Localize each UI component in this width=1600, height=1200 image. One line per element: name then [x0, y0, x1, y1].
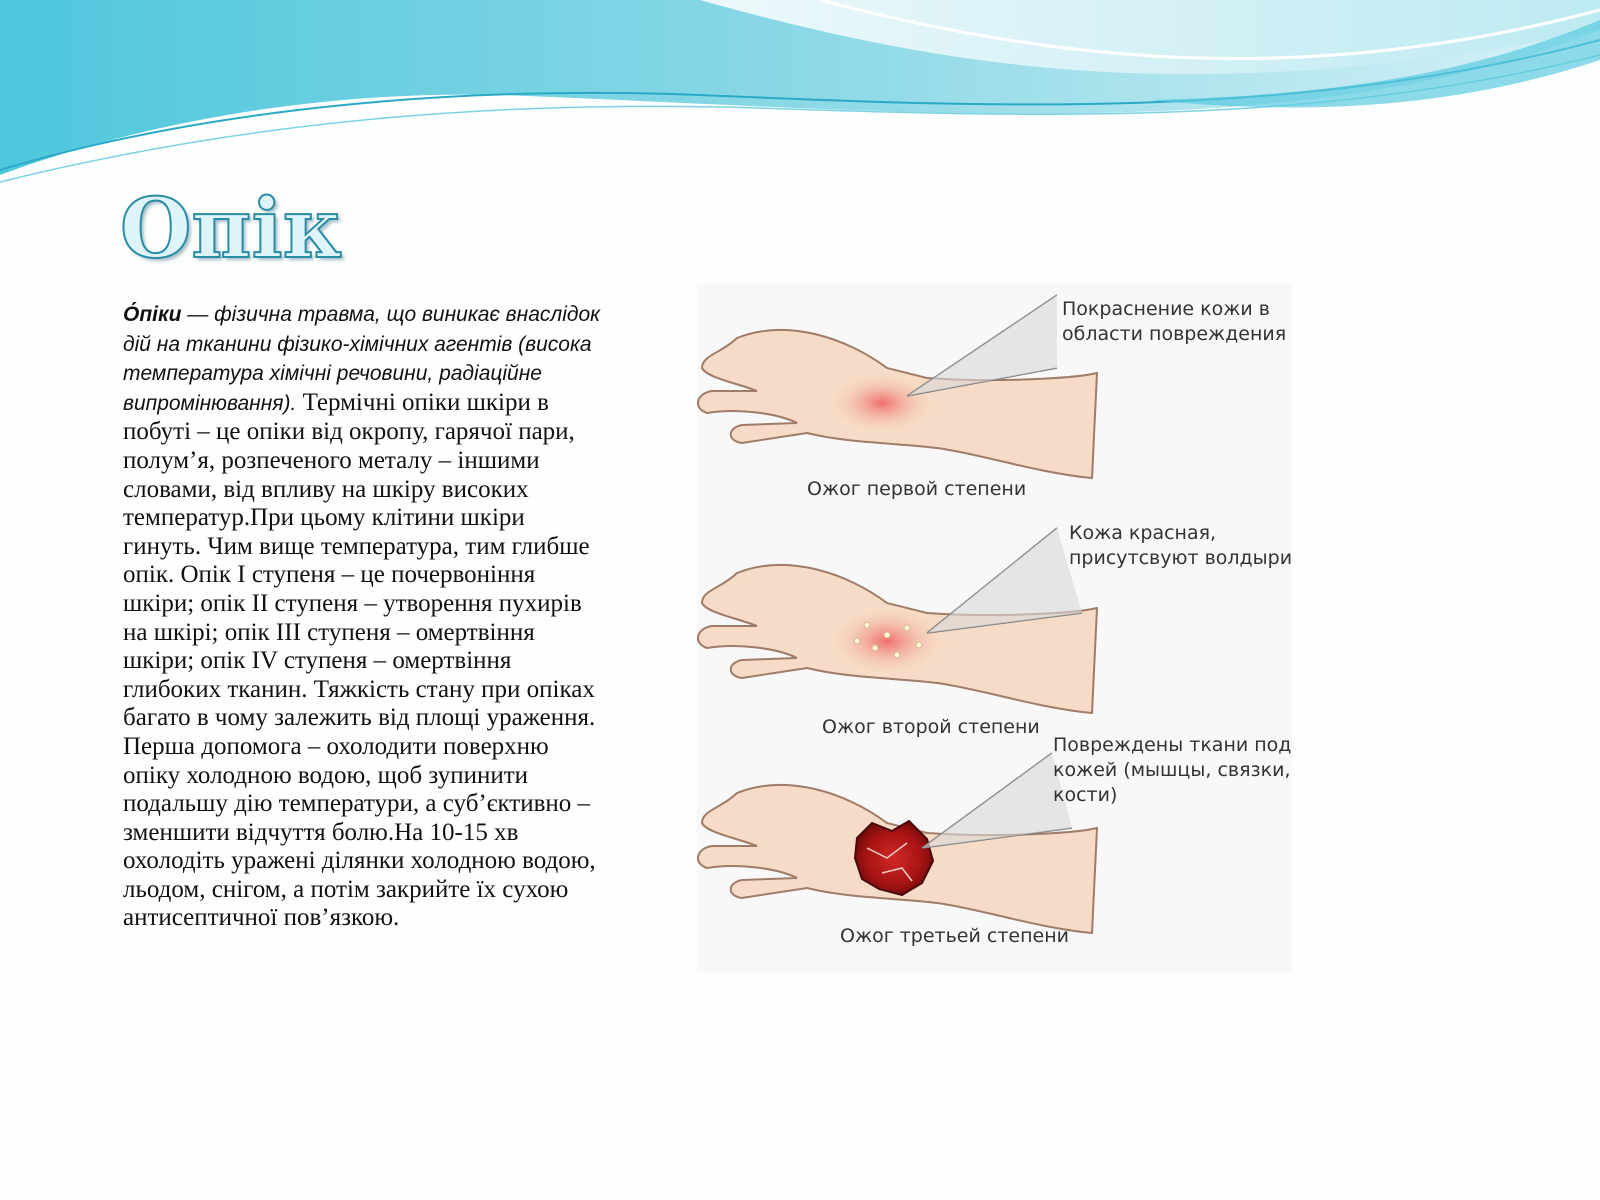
decorative-waves: [0, 0, 1600, 200]
slide-title: Опік: [120, 181, 342, 277]
hand-third-degree: [698, 753, 1097, 933]
body-text: [123, 300, 608, 933]
note-second-degree: Кожа красная, присутсвуют волдыри: [1069, 522, 1293, 569]
hand-second-degree: [698, 528, 1097, 713]
hand-first-degree: [698, 295, 1097, 478]
caption-second-degree: Ожог второй степени: [822, 716, 1040, 738]
term: О́піки: [123, 303, 182, 326]
main-text: Термічні опіки шкіри в побуті – це опіки від окропу, гарячої пари, полум’я, розпеченого металу – іншими словами, від впливу на шкіру високих температур.При цьому клітини шкіри гинуть. Чим вище температура, тим глибше опік. Опік I ступеня – це почервоніння шкіри; опік II ступеня – утворення пухирів на шкірі; опік III ступеня – омертвіння шкіри; опік IV ступеня – омертвіння глибоких тканин. Тяжкість стану при опіках багато в чому залежить від площі ураження. Перша допомога – охолодити поверхню опіку холодною водою, щоб зупинити подальшу дію температури, а суб’єктивно – зменшити відчуття болю.На 10-15 хв охолодіть уражені ділянки холодною водою, льодом, снігом, а потім закрийте їх сухою антисептичної пов’язкою.: [123, 388, 596, 932]
definition-text: — фізична травма, що виникає внаслідок дій на тканини фізико-хімічних агентів (висока температура хімічні речовини, радіаційне випромінювання).: [123, 303, 601, 415]
burn-degrees-illustration: [697, 283, 1292, 973]
caption-third-degree: Ожог третьей степени: [840, 925, 1069, 947]
hands-drawing: [697, 283, 1292, 973]
caption-first-degree: Ожог первой степени: [807, 478, 1027, 500]
note-first-degree: Покраснение кожи в области повреждения: [1062, 298, 1287, 345]
note-third-degree: Повреждены ткани под кожей (мышцы, связки, кости): [1053, 734, 1292, 806]
